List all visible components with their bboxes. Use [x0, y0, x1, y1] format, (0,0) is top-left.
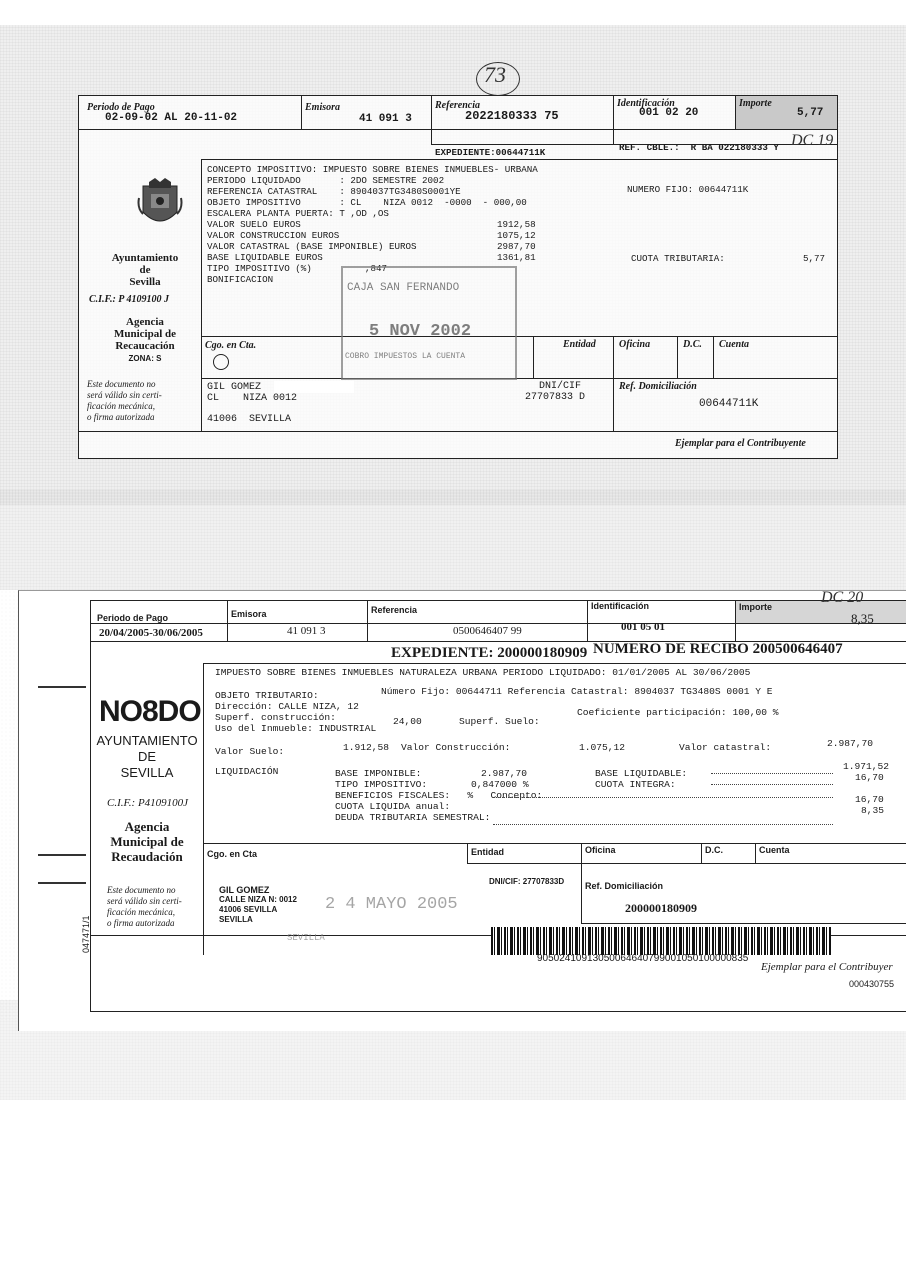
- identification-value: 001 02 20: [639, 107, 699, 119]
- r1-line-10: BONIFICACION: [207, 274, 274, 285]
- coat-of-arms-icon: [137, 178, 183, 234]
- period-value: 20/04/2005-30/06/2005: [99, 627, 203, 639]
- r1-line-1: PERIODO LIQUIDADO : 2DO SEMESTRE 2002: [207, 175, 445, 186]
- taxpayer-name: GIL GOMEZ: [219, 885, 270, 895]
- ref-dom-value: 200000180909: [625, 901, 697, 915]
- city2: DE: [137, 749, 157, 764]
- stamp-date: 2 4 MAYO 2005: [325, 895, 458, 914]
- taxpayer-address2: 41006 SEVILLA: [219, 905, 278, 914]
- ref-dom-value: 00644711K: [699, 398, 759, 410]
- cuota-label: CUOTA TRIBUTARIA:: [631, 253, 725, 264]
- valor-const: 1.075,12: [579, 742, 626, 753]
- uso: Uso del Inmueble: INDUSTRIAL: [215, 723, 377, 734]
- entidad-label: Entidad: [563, 339, 596, 350]
- handwritten-note: DC 20: [821, 589, 864, 606]
- r1-line-5: VALOR SUELO EUROS: [207, 219, 301, 230]
- identification-value: 001 05 01: [621, 621, 665, 633]
- margin-mark-3: [38, 882, 86, 884]
- r1-line-2: REFERENCIA CATASTRAL : 8904037TG3480S0001YE: [207, 186, 461, 197]
- city1: Ayuntamiento: [111, 252, 179, 264]
- scan-band-middle: [0, 490, 906, 590]
- beneficios: BENEFICIOS FISCALES: % Concepto:: [335, 790, 543, 801]
- issuer-value: 41 091 3: [359, 113, 412, 125]
- r1-line-0: CONCEPTO IMPOSITIVO: IMPUESTO SOBRE BIENES INMUEBLES- URBANA: [207, 164, 538, 175]
- page-number: 73: [484, 62, 506, 87]
- issuer-label: Emisora: [231, 609, 267, 619]
- valor-suelo-label: Valor Suelo:: [215, 746, 285, 757]
- taxpayer-address1: CALLE NIZA N: 0012: [219, 895, 297, 904]
- cgo-checkbox: [213, 354, 229, 370]
- r1-value-base: 1361,81: [497, 252, 536, 263]
- note1: Este documento no: [87, 379, 156, 389]
- dc-label: D.C.: [705, 845, 723, 855]
- r1-value-suelo: 1912,58: [497, 219, 536, 230]
- identification-label: Identificación: [591, 601, 650, 611]
- r1-line-4: ESCALERA PLANTA PUERTA: T ,OD ,OS: [207, 208, 389, 219]
- dni-label: DNI/CIF: 27707833D: [489, 877, 565, 886]
- expediente: EXPEDIENTE: 200000180909: [391, 645, 588, 661]
- superf-suelo: Superf. Suelo:: [459, 716, 540, 727]
- cif: C.I.F.: P4109100J: [107, 797, 189, 809]
- city3: SEVILLA: [120, 765, 174, 780]
- tipo-impositivo-value: 0,847000 %: [471, 779, 529, 790]
- right-value-4: 8,35: [861, 805, 885, 816]
- agency1: Agencia: [124, 819, 170, 834]
- period-value: 02-09-02 AL 20-11-02: [105, 112, 238, 124]
- amount-value: 8,35: [851, 611, 874, 626]
- cgo-label: Cgo. en Cta: [207, 849, 258, 859]
- header-line: IMPUESTO SOBRE BIENES INMUEBLES NATURALEZA URBANA PERIODO LIQUIDADO: 01/01/2005 AL 30/06/2005: [215, 667, 751, 678]
- issuer-label: Emisora: [305, 102, 341, 113]
- reference-label: Referencia: [371, 605, 418, 615]
- period-label: Periodo de Pago: [87, 102, 155, 113]
- zona: ZONA: S: [128, 354, 162, 363]
- ref-dom-label: Ref. Domiciliación: [585, 881, 664, 891]
- handwritten-note: DC 19: [791, 132, 834, 149]
- footer: Ejemplar para el Contribuyer: [761, 961, 893, 973]
- agency3: Recaudación: [111, 849, 183, 864]
- taxpayer-address3: SEVILLA: [219, 915, 253, 924]
- tipo-impositivo: TIPO IMPOSITIVO:: [335, 779, 428, 790]
- barcode-number: 90502410913050064640799001050100000835: [537, 953, 749, 964]
- r1-line-7: VALOR CATASTRAL (BASE IMPONIBLE) EUROS: [207, 241, 417, 252]
- reference-value: 2022180333 75: [465, 109, 559, 123]
- receipt-1: [78, 95, 838, 459]
- deuda: DEUDA TRIBUTARIA SEMESTRAL:: [335, 812, 491, 823]
- right-value-3: 16,70: [855, 794, 884, 805]
- note4: o firma autorizada: [107, 918, 175, 928]
- amount-value: 5,77: [797, 107, 824, 119]
- agency3: Recaucación: [115, 340, 175, 352]
- stamp-text: SEVILLA: [287, 933, 325, 943]
- margin-mark-1: [38, 686, 86, 688]
- city3: Sevilla: [129, 276, 161, 288]
- r1-line-8: BASE LIQUIDABLE EUROS: [207, 252, 323, 263]
- coef: Coeficiente participación: 100,00 %: [577, 707, 779, 718]
- stamp-bottom: COBRO IMPUESTOS LA CUENTA: [345, 352, 466, 361]
- city2: de: [139, 264, 151, 276]
- ref-dom-label: Ref. Domiciliación: [619, 381, 697, 392]
- logo: NO8DO: [99, 695, 201, 728]
- valor-suelo: 1.912,58: [343, 742, 390, 753]
- amount-label: Importe: [739, 602, 773, 612]
- note3: ficación mecánica,: [87, 401, 155, 411]
- base-imponible-value: 2.987,70: [481, 768, 528, 779]
- note4: o firma autorizada: [87, 412, 155, 422]
- reference-value: 0500646407 99: [453, 625, 522, 637]
- direccion: Dirección: CALLE NIZA, 12: [215, 701, 359, 712]
- amount-label: Importe: [739, 98, 772, 109]
- stamp-top: CAJA SAN FERNANDO: [347, 282, 460, 294]
- stamp-date: 5 NOV 2002: [369, 322, 472, 341]
- city1: AYUNTAMIENTO: [96, 733, 198, 748]
- receipt-2: [81, 589, 906, 1012]
- numero-fijo: NUMERO FIJO: 00644711K: [627, 184, 749, 195]
- r1-line-9: TIPO IMPOSITIVO (%): [207, 263, 312, 274]
- entidad-label: Entidad: [471, 847, 504, 857]
- dot-leaders-2: [711, 773, 833, 785]
- serial: 000430755: [849, 979, 895, 989]
- r1-line-3: OBJETO IMPOSITIVO : CL NIZA 0012 -0000 - 000,00: [207, 197, 527, 208]
- superf-const-value: 24,00: [393, 716, 422, 727]
- right-value-1: 1.971,52: [843, 761, 890, 772]
- reference-label: Referencia: [435, 100, 480, 111]
- valor-const-label: Valor Construcción:: [401, 742, 511, 753]
- barcode: [491, 927, 831, 955]
- taxpayer-name: GIL GOMEZ: [207, 382, 262, 393]
- agency2: Municipal de: [110, 834, 184, 849]
- cif: C.I.F.: P 4109100 J: [89, 294, 170, 305]
- r1-value-construccion: 1075,12: [497, 230, 536, 241]
- dni-value: 27707833 D: [525, 392, 586, 403]
- r1-value-tipo: ,847: [365, 263, 388, 274]
- note2: será válido sin certi-: [87, 390, 162, 400]
- oficina-label: Oficina: [619, 339, 651, 350]
- base-liquidable: BASE LIQUIDABLE:: [595, 768, 688, 779]
- numero-recibo: NUMERO DE RECIBO 200500646407: [593, 641, 843, 657]
- dni-label: DNI/CIF: [539, 381, 582, 392]
- ref-cble: REF. CBLE.: R BA 022180333 Y: [619, 142, 779, 153]
- redaction: [274, 381, 354, 393]
- note1: Este documento no: [107, 885, 176, 895]
- cuota-value: 5,77: [803, 253, 826, 264]
- taxpayer-address1: CL NIZA 0012: [207, 393, 298, 404]
- cuenta-label: Cuenta: [759, 845, 790, 855]
- valor-cat-label: Valor catastral:: [679, 742, 772, 753]
- liquidacion: LIQUIDACIÓN: [215, 766, 279, 777]
- expediente: EXPEDIENTE:00644711K: [435, 147, 546, 158]
- agency2: Municipal de: [113, 328, 177, 340]
- valor-cat: 2.987,70: [827, 738, 874, 749]
- oficina-label: Oficina: [585, 845, 616, 855]
- superf-const: Superf. construcción:: [215, 712, 336, 723]
- issuer-value: 41 091 3: [287, 625, 326, 637]
- base-imponible: BASE IMPONIBLE:: [335, 768, 422, 779]
- cuota-integra: CUOTA INTEGRA:: [595, 779, 676, 790]
- r1-line-6: VALOR CONSTRUCCION EUROS: [207, 230, 340, 241]
- dot-leaders: [493, 797, 833, 825]
- objeto: OBJETO TRIBUTARIO:: [215, 690, 319, 701]
- period-label: Periodo de Pago: [97, 613, 169, 623]
- numero-fijo: Número Fijo: 00644711 Referencia Catastral: 8904037 TG3480S 0001 Y E: [381, 686, 773, 697]
- note2: será válido sin certi-: [107, 896, 182, 906]
- cgo-label: Cgo. en Cta.: [205, 340, 257, 351]
- r1-value-catastral: 2987,70: [497, 241, 536, 252]
- cuota-anual: CUOTA LIQUIDA anual:: [335, 801, 451, 812]
- margin-mark-2: [38, 854, 86, 856]
- side-code: 047471/1: [81, 915, 91, 953]
- cuenta-label: Cuenta: [719, 339, 750, 350]
- identification-label: Identificación: [617, 98, 675, 109]
- footer: Ejemplar para el Contribuyente: [675, 438, 806, 449]
- right-value-2: 16,70: [855, 772, 884, 783]
- agency1: Agencia: [126, 316, 164, 328]
- dc-label: D.C.: [683, 339, 702, 350]
- note3: ficación mecánica,: [107, 907, 175, 917]
- taxpayer-address2: 41006 SEVILLA: [207, 414, 292, 425]
